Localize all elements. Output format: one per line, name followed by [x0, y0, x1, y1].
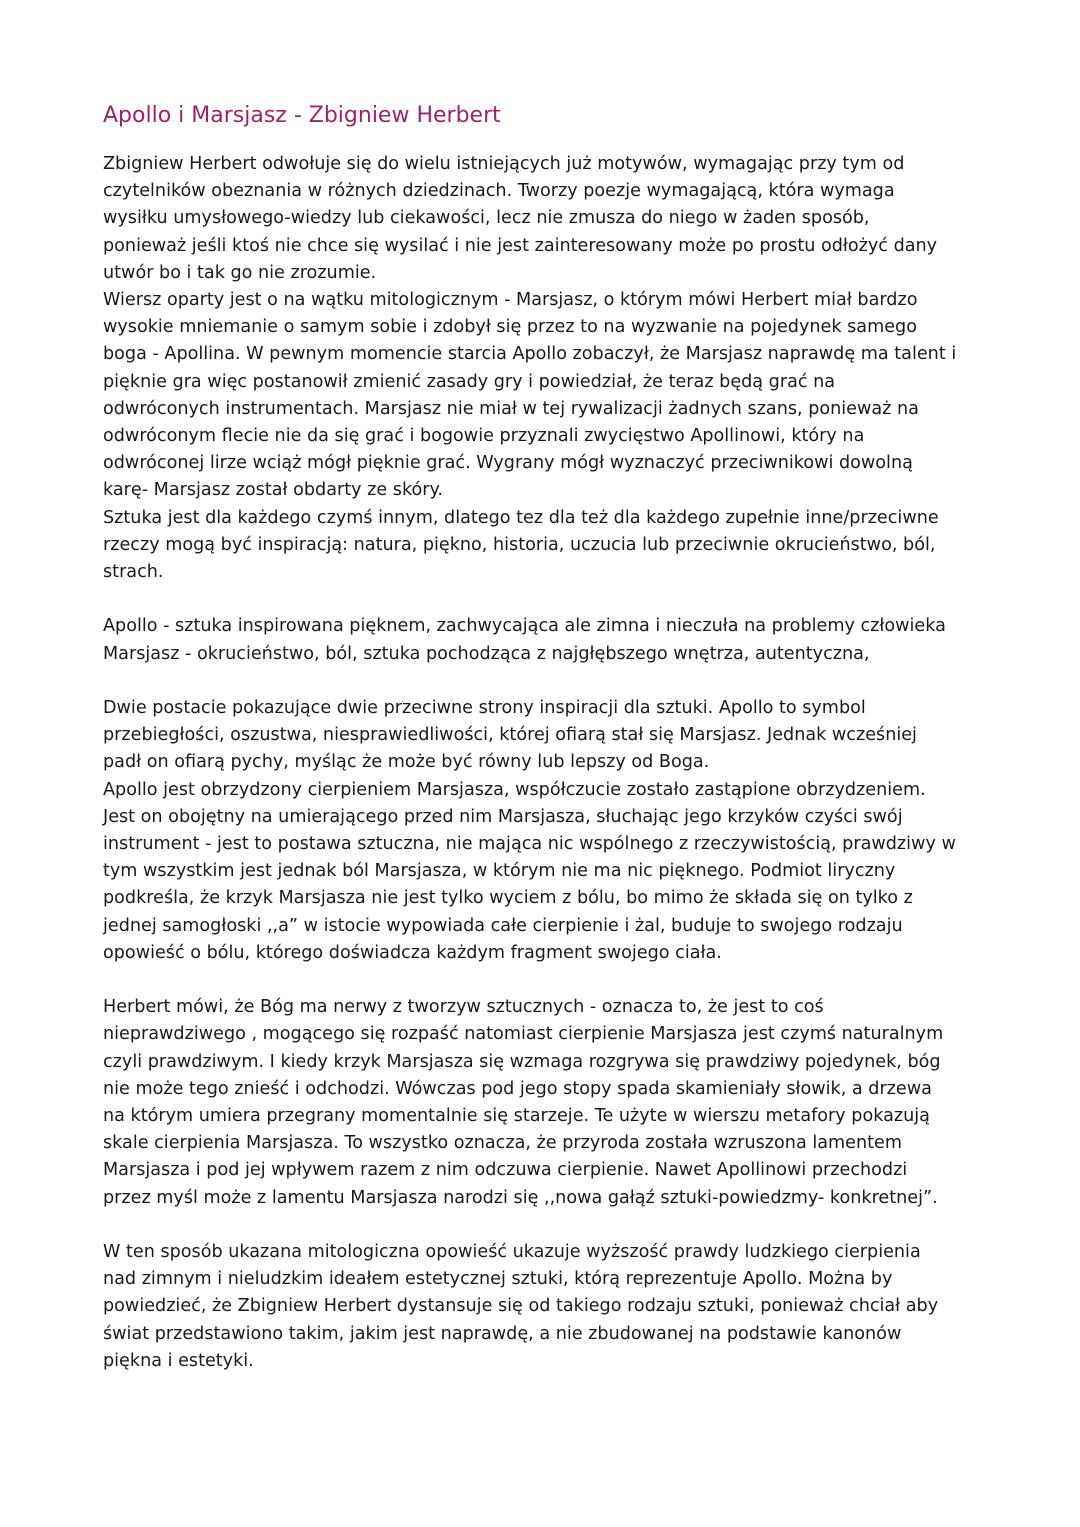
text-line: jednej samogłoski ,,a” w istocie wypowiada całe cierpienie i żal, buduje to swojego rodzaju: [103, 915, 903, 936]
text-line: podkreśla, że krzyk Marsjasza nie jest tylko wyciem z bólu, bo mimo że składa się on tylko z: [103, 888, 913, 909]
text-line: Jest on obojętny na umierającego przed nim Marsjasza, słuchając jego krzyków czyści swój: [103, 806, 903, 827]
text-line: Zbigniew Herbert odwołuje się do wielu istniejących już motywów, wymagając przy tym od: [103, 154, 905, 174]
text-line: świat przedstawiono takim, jakim jest naprawdę, a nie zbudowanej na podstawie kanonów: [103, 1323, 902, 1344]
text-line: Wiersz oparty jest o na wątku mitologicznym - Marsjasz, o którym mówi Herbert miał bardzo: [103, 290, 918, 311]
text-line: strach.: [103, 562, 164, 583]
text-line: tym wszystkim jest jednak ból Marsjasza, w którym nie ma nic pięknego. Podmiot liryczny: [103, 861, 896, 882]
paragraph: [103, 151, 1003, 287]
text-line: nad zimnym i nieludzkim ideałem estetycznej sztuki, którą reprezentuje Apollo. Można by: [103, 1269, 893, 1290]
text-line: Apollo - sztuka inspirowana pięknem, zachwycająca ale zimna i nieczuła na problemy człowieka: [103, 616, 946, 637]
text-line: wysiłku umysłowego-wiedzy lub ciekawości, lecz nie zmusza do niego w żaden sposób,: [103, 208, 870, 229]
text-line: instrument - jest to postawa sztuczna, nie mająca nic wspólnego z rzeczywistością, prawdziwy w: [103, 834, 956, 855]
text-line: przebiegłości, oszustwa, niesprawiedliwości, której ofiarą stał się Marsjasz. Jednak wcześniej: [103, 725, 917, 746]
text-line: odwróconym flecie nie da się grać i bogowie przyznali zwycięstwo Apollinowi, który na: [103, 426, 865, 447]
paragraph: [103, 1239, 1003, 1375]
text-line: padł on ofiarą pychy, myśląc że może być równy lub lepszy od Boga.: [103, 752, 710, 773]
text-line: karę- Marsjasz został obdarty ze skóry.: [103, 480, 444, 501]
text-line: Dwie postacie pokazujące dwie przeciwne strony inspiracji dla sztuki. Apollo to symbol: [103, 698, 866, 719]
paragraph-spacer: [103, 967, 1003, 994]
text-line: piękna i estetyki.: [103, 1350, 254, 1371]
paragraph-spacer: [103, 1212, 1003, 1239]
text-line: Marsjasza i pod jej wpływem razem z nim odczuwa cierpienie. Nawet Apollinowi przechodzi: [103, 1160, 908, 1181]
paragraph: [103, 695, 1003, 777]
text-line: Marsjasz - okrucieństwo, ból, sztuka pochodząca z najgłębszego wnętrza, autentyczna,: [103, 643, 870, 664]
text-line: odwróconych instrumentach. Marsjasz nie miał w tej rywalizacji żadnych szans, ponieważ na: [103, 398, 919, 419]
text-line: czytelników obeznania w różnych dziedzinach. Tworzy poezje wymagającą, która wymaga: [103, 181, 895, 202]
text-line: czyli prawdziwym. I kiedy krzyk Marsjasza się wzmaga rozgrywa się prawdziwy pojedynek, bóg: [103, 1051, 941, 1072]
paragraph: [103, 777, 1003, 967]
text-line: ponieważ jeśli ktoś nie chce się wysilać i nie jest zainteresowany może po prostu odłożyć dany: [103, 235, 938, 256]
paragraph: [103, 505, 1003, 587]
document-body: [103, 151, 1003, 1375]
text-line: boga - Apollina. W pewnym momencie starcia Apollo zobaczył, że Marsjasz naprawdę ma talent i: [103, 344, 957, 365]
text-line: pięknie gra więc postanowił zmienić zasady gry i powiedział, że teraz będą grać na: [103, 371, 836, 392]
text-line: powiedzieć, że Zbigniew Herbert dystansuje się od takiego rodzaju sztuki, ponieważ chciał aby: [103, 1296, 939, 1317]
text-line: Apollo jest obrzydzony cierpieniem Marsjasza, współczucie zostało zastąpione obrzydzeniem.: [103, 779, 926, 800]
paragraph: [103, 287, 1003, 505]
text-line: na którym umiera przegrany momentalnie się starzeje. Te użyte w wierszu metafory pokazują: [103, 1106, 930, 1127]
text-line: skale cierpienia Marsjasza. To wszystko oznacza, że przyroda została wzruszona lamentem: [103, 1133, 902, 1154]
text-line: przez myśl może z lamentu Marsjasza narodzi się ,,nowa gałąź sztuki-powiedzmy- konkretnej”.: [103, 1187, 938, 1208]
text-line: Sztuka jest dla każdego czymś innym, dlatego tez dla też dla każdego zupełnie inne/przeciwne: [103, 507, 939, 528]
text-line: nie może tego znieść i odchodzi. Wówczas pod jego stopy spada skamieniały słowik, a drzewa: [103, 1078, 932, 1099]
paragraph-spacer: [103, 586, 1003, 613]
text-line: odwróconej lirze wciąż mógł pięknie grać. Wygrany mógł wyznaczyć przeciwnikowi dowolną: [103, 453, 913, 474]
paragraph: [103, 994, 1003, 1212]
text-line: Herbert mówi, że Bóg ma nerwy z tworzyw sztucznych - oznacza to, że jest to coś: [103, 997, 824, 1018]
text-line: W ten sposób ukazana mitologiczna opowieść ukazuje wyższość prawdy ludzkiego cierpienia: [103, 1242, 921, 1263]
text-line: wysokie mniemanie o samym sobie i zdobył się przez to na wyzwanie na pojedynek samego: [103, 317, 917, 338]
paragraph: [103, 613, 1003, 667]
text-line: utwór bo i tak go nie zrozumie.: [103, 262, 377, 283]
text-line: opowieść o bólu, którego doświadcza każdym fragment swojego ciała.: [103, 942, 722, 963]
text-line: rzeczy mogą być inspiracją: natura, piękno, historia, uczucia lub przeciwnie okrucieństwo, ból,: [103, 534, 936, 555]
text-line: nieprawdziwego , mogącego się rozpaść natomiast cierpienie Marsjasza jest czymś naturalnym: [103, 1024, 944, 1045]
paragraph-spacer: [103, 668, 1003, 695]
document-title: Apollo i Marsjasz - Zbigniew Herbert: [103, 103, 501, 128]
